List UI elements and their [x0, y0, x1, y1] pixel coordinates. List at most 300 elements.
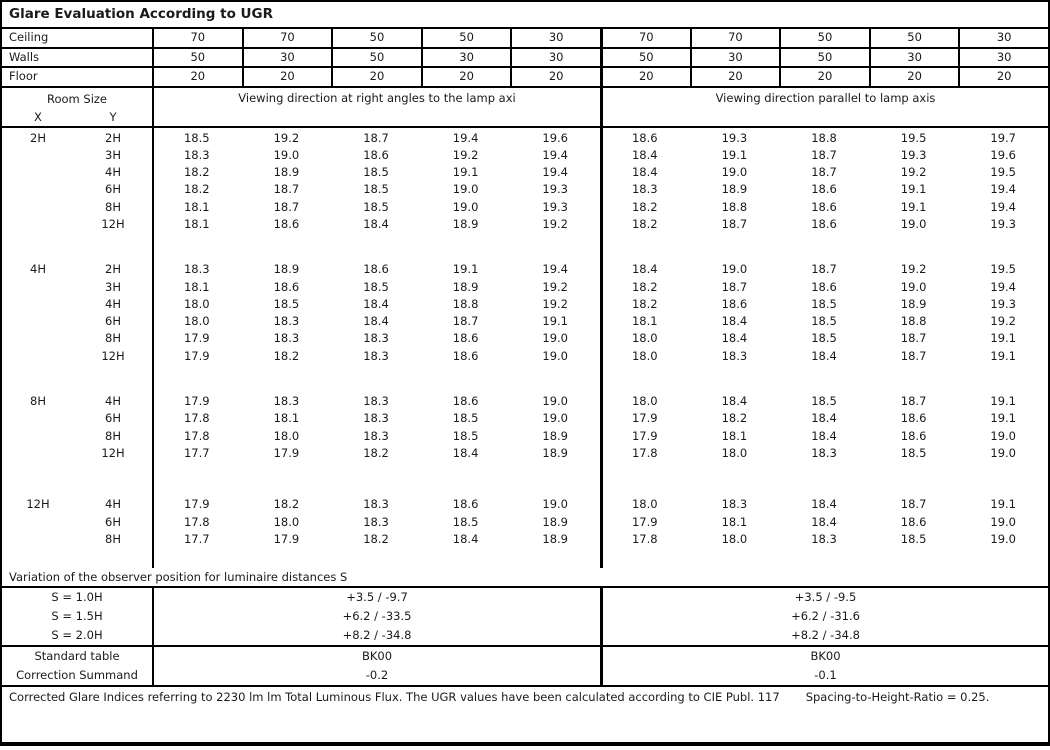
- ugr-value: 19.6: [542, 130, 568, 145]
- ugr-value: 19.2: [990, 314, 1016, 329]
- ugr-value: 19.3: [542, 182, 568, 197]
- reflectance-value: 50: [779, 29, 869, 47]
- kv-row: [2, 666, 1048, 685]
- ugr-value: 18.9: [542, 531, 568, 546]
- ugr-value: 19.1: [990, 411, 1016, 426]
- ugr-value: 19.4: [990, 182, 1016, 197]
- ugr-value: 18.5: [811, 331, 837, 346]
- ugr-value: 18.6: [452, 348, 479, 363]
- ugr-value: 18.9: [542, 445, 568, 460]
- ugr-value: 19.0: [990, 428, 1016, 443]
- table-row: [2, 514, 1048, 531]
- ugr-value: 18.1: [631, 314, 658, 329]
- y-cell: 8H: [105, 428, 121, 443]
- room-size-header: [2, 88, 152, 126]
- y-cell: 12H: [101, 348, 125, 363]
- ugr-value: 18.5: [363, 165, 389, 180]
- ugr-value: 19.0: [990, 514, 1016, 529]
- ugr-value: 18.7: [721, 216, 748, 231]
- y-cell: 2H: [105, 130, 121, 145]
- ugr-value: 18.5: [900, 445, 927, 460]
- ugr-value: 18.4: [811, 428, 837, 443]
- reflectance-value: 20: [242, 68, 332, 86]
- reflectance-value: 30: [690, 49, 780, 67]
- ugr-value: 17.7: [183, 531, 210, 546]
- ugr-value: 18.1: [273, 411, 300, 426]
- ugr-value: 19.4: [542, 262, 568, 277]
- ugr-value: 18.3: [273, 331, 300, 346]
- ugr-value: 18.0: [631, 497, 658, 512]
- page-title: Glare Evaluation According to UGR: [2, 2, 1048, 29]
- ugr-value: 18.1: [183, 279, 210, 294]
- table-row: [2, 279, 1048, 296]
- ugr-value: 18.0: [273, 428, 300, 443]
- ugr-value: 18.6: [811, 199, 837, 214]
- ugr-value: 18.6: [631, 130, 658, 145]
- reflectance-value: 50: [421, 29, 511, 47]
- ugr-value: 18.2: [183, 182, 210, 197]
- ugr-value: 17.9: [183, 394, 210, 409]
- ugr-value: 18.3: [721, 497, 748, 512]
- x-cell: [2, 164, 74, 181]
- ugr-value: 18.6: [363, 262, 389, 277]
- ugr-value: 18.5: [452, 514, 479, 529]
- ugr-value: 18.7: [900, 331, 927, 346]
- ugr-value: 18.9: [452, 216, 479, 231]
- ugr-value: 18.2: [721, 411, 748, 426]
- ugr-value: 19.3: [990, 216, 1016, 231]
- column-header-row: [2, 88, 1048, 128]
- ugr-value: 18.9: [273, 262, 300, 277]
- viewing-direction-parallel-header: Viewing direction parallel to lamp axis: [600, 88, 1048, 126]
- reflectance-value: 50: [779, 49, 869, 67]
- footer-text: Corrected Glare Indices referring to 2230 lm lm Total Luminous Flux. The UGR values have been calculated according to CIE Publ. 117: [9, 689, 780, 704]
- x-cell: [2, 279, 74, 296]
- ugr-value: 18.3: [363, 514, 389, 529]
- reflectance-value: 20: [600, 68, 690, 86]
- reflectance-value: 20: [510, 68, 600, 86]
- table-body: [2, 128, 1048, 568]
- ugr-value: 19.2: [273, 130, 300, 145]
- ugr-value: 19.0: [542, 348, 568, 363]
- ugr-value: 18.7: [900, 394, 927, 409]
- ugr-value: 19.0: [721, 262, 748, 277]
- surface-rows: [2, 29, 1048, 88]
- ugr-value: 18.0: [183, 296, 210, 311]
- ugr-value: 18.7: [900, 497, 927, 512]
- ugr-value: 18.3: [273, 394, 300, 409]
- ugr-value: 19.7: [990, 130, 1016, 145]
- kv-value-right: +8.2 / -34.8: [600, 626, 1048, 645]
- table-row: [2, 261, 1048, 278]
- ugr-value: 17.8: [631, 531, 658, 546]
- y-cell: 8H: [105, 199, 121, 214]
- ugr-value: 19.6: [990, 147, 1016, 162]
- surface-label: Walls: [9, 49, 40, 64]
- kv-value-left: BK00: [152, 647, 600, 666]
- table-row: [2, 393, 1048, 410]
- ugr-value: 18.6: [273, 216, 300, 231]
- ugr-value: 18.2: [363, 531, 389, 546]
- ugr-value: 18.5: [900, 531, 927, 546]
- ugr-value: 18.7: [811, 165, 837, 180]
- ugr-value: 18.5: [363, 279, 389, 294]
- kv-value-right: +6.2 / -31.6: [600, 607, 1048, 626]
- ugr-value: 18.5: [183, 130, 210, 145]
- reflectance-value: 20: [869, 68, 959, 86]
- x-cell: [2, 330, 74, 347]
- x-cell: [2, 181, 74, 198]
- ugr-value: 18.9: [542, 428, 568, 443]
- ugr-value: 19.4: [990, 199, 1016, 214]
- y-cell: 8H: [105, 531, 121, 546]
- ugr-value: 18.3: [721, 348, 748, 363]
- footer-note: [2, 687, 1048, 737]
- x-cell: [2, 445, 74, 462]
- y-cell: 4H: [105, 296, 121, 311]
- ugr-value: 18.7: [273, 182, 300, 197]
- ugr-value: 17.8: [183, 428, 210, 443]
- ugr-value: 19.2: [452, 147, 479, 162]
- x-cell: [2, 410, 74, 427]
- ugr-value: 19.5: [900, 130, 927, 145]
- table-row: [2, 496, 1048, 513]
- ugr-value: 18.4: [452, 531, 479, 546]
- ugr-value: 19.0: [990, 531, 1016, 546]
- reflectance-value: 20: [779, 68, 869, 86]
- surface-row: [2, 49, 1048, 69]
- ugr-value: 19.4: [452, 130, 479, 145]
- ugr-value: 18.5: [811, 296, 837, 311]
- kv-label: S = 1.0H: [51, 589, 103, 604]
- ugr-value: 18.9: [273, 165, 300, 180]
- y-cell: 12H: [101, 216, 125, 231]
- ugr-value: 18.3: [811, 445, 837, 460]
- ugr-value: 18.4: [631, 165, 658, 180]
- ugr-value: 19.0: [900, 279, 927, 294]
- ugr-value: 18.4: [721, 394, 748, 409]
- ugr-value: 18.7: [811, 262, 837, 277]
- ugr-value: 18.4: [721, 314, 748, 329]
- ugr-value: 18.1: [183, 199, 210, 214]
- ugr-value: 18.2: [631, 199, 658, 214]
- surface-row: [2, 68, 1048, 88]
- ugr-value: 19.3: [900, 147, 927, 162]
- reflectance-value: 70: [600, 29, 690, 47]
- ugr-value: 18.7: [273, 199, 300, 214]
- x-cell: [2, 313, 74, 330]
- ugr-value: 18.3: [183, 262, 210, 277]
- y-cell: 6H: [105, 411, 121, 426]
- ugr-value: 18.8: [900, 314, 927, 329]
- ugr-value: 18.3: [363, 428, 389, 443]
- ugr-value: 19.1: [900, 199, 927, 214]
- ugr-value: 18.2: [273, 497, 300, 512]
- reflectance-value: 30: [421, 49, 511, 67]
- ugr-value: 17.8: [183, 411, 210, 426]
- ugr-value: 19.3: [542, 199, 568, 214]
- ugr-value: 19.1: [990, 348, 1016, 363]
- ugr-value: 17.8: [631, 445, 658, 460]
- table-row: [2, 410, 1048, 427]
- y-cell: 6H: [105, 514, 121, 529]
- summary-rows: [2, 647, 1048, 687]
- ugr-value: 17.9: [273, 445, 300, 460]
- x-cell: [2, 216, 74, 233]
- ugr-value: 18.7: [811, 147, 837, 162]
- ugr-value: 18.3: [363, 411, 389, 426]
- ugr-value: 18.6: [452, 394, 479, 409]
- room-size-label: Room Size: [46, 91, 107, 106]
- ugr-value: 18.8: [721, 199, 748, 214]
- ugr-value: 18.3: [273, 314, 300, 329]
- ugr-value: 18.3: [811, 531, 837, 546]
- ugr-value: 19.0: [542, 411, 568, 426]
- ugr-value: 19.0: [452, 199, 479, 214]
- ugr-value: 18.0: [273, 514, 300, 529]
- reflectance-value: 30: [958, 49, 1048, 67]
- ugr-value: 17.9: [631, 411, 658, 426]
- table-row: [2, 313, 1048, 330]
- x-cell: [2, 531, 74, 548]
- ugr-value: 19.1: [900, 182, 927, 197]
- ugr-value: 19.1: [452, 165, 479, 180]
- ugr-value: 18.1: [721, 428, 748, 443]
- reflectance-value: 70: [690, 29, 780, 47]
- y-cell: 4H: [105, 165, 121, 180]
- ugr-value: 18.3: [363, 394, 389, 409]
- kv-value-left: +8.2 / -34.8: [152, 626, 600, 645]
- summary-label-divider: [152, 647, 154, 685]
- reflectance-value: 50: [331, 49, 421, 67]
- ugr-value: 18.4: [811, 514, 837, 529]
- block-container: [2, 130, 1048, 549]
- kv-row: [2, 647, 1048, 666]
- ugr-value: 18.0: [721, 445, 748, 460]
- reflectance-value: 20: [958, 68, 1048, 86]
- y-cell: 6H: [105, 182, 121, 197]
- y-cell: 2H: [105, 262, 121, 277]
- reflectance-value: 20: [690, 68, 780, 86]
- ugr-value: 18.5: [452, 428, 479, 443]
- ugr-value: 18.9: [542, 514, 568, 529]
- ugr-value: 18.0: [183, 314, 210, 329]
- ugr-value: 18.0: [631, 331, 658, 346]
- kv-label: Standard table: [34, 648, 120, 663]
- ugr-value: 18.4: [811, 497, 837, 512]
- kv-value-right: +3.5 / -9.5: [600, 588, 1048, 607]
- ugr-value: 19.2: [900, 165, 927, 180]
- ugr-value: 19.5: [990, 165, 1016, 180]
- y-cell: 4H: [105, 394, 121, 409]
- ugr-value: 18.5: [273, 296, 300, 311]
- table-row: [2, 181, 1048, 198]
- ugr-value: 19.3: [990, 296, 1016, 311]
- y-cell: 4H: [105, 497, 121, 512]
- ugr-value: 18.7: [900, 348, 927, 363]
- ugr-value: 17.9: [631, 428, 658, 443]
- ugr-value: 18.4: [363, 314, 389, 329]
- ugr-value: 18.5: [811, 394, 837, 409]
- y-cell: 3H: [105, 279, 121, 294]
- y-cell: 6H: [105, 314, 121, 329]
- ugr-value: 18.4: [631, 262, 658, 277]
- kv-label: Correction Summand: [16, 667, 138, 682]
- ugr-value: 18.2: [631, 296, 658, 311]
- y-cell: 12H: [101, 445, 125, 460]
- table-row: [2, 531, 1048, 548]
- ugr-value: 18.7: [363, 130, 389, 145]
- ugr-value: 18.3: [183, 147, 210, 162]
- room-size-block: [2, 496, 1048, 548]
- ugr-value: 18.1: [183, 216, 210, 231]
- ugr-value: 19.2: [542, 279, 568, 294]
- reflectance-value: 30: [869, 49, 959, 67]
- ugr-value: 17.9: [183, 348, 210, 363]
- x-cell: [2, 199, 74, 216]
- ugr-value: 18.2: [631, 216, 658, 231]
- ugr-value: 18.9: [721, 182, 748, 197]
- ugr-value: 18.6: [363, 147, 389, 162]
- table-row: [2, 130, 1048, 147]
- ugr-value: 18.1: [721, 514, 748, 529]
- ugr-value: 18.6: [721, 296, 748, 311]
- reflectance-value: 70: [242, 29, 332, 47]
- ugr-value: 18.0: [631, 348, 658, 363]
- kv-row: [2, 588, 1048, 607]
- kv-row: [2, 626, 1048, 645]
- ugr-value: 17.8: [183, 514, 210, 529]
- kv-value-left: +6.2 / -33.5: [152, 607, 600, 626]
- ugr-value: 18.5: [452, 411, 479, 426]
- ugr-value: 18.6: [900, 411, 927, 426]
- ugr-value: 18.4: [631, 147, 658, 162]
- ugr-value: 19.2: [542, 216, 568, 231]
- variation-section-title: Variation of the observer position for luminaire distances S: [2, 568, 1048, 588]
- table-row: [2, 216, 1048, 233]
- ugr-value: 18.5: [363, 182, 389, 197]
- ugr-value: 17.9: [183, 497, 210, 512]
- x-axis-label: X: [34, 109, 42, 124]
- ugr-value: 18.2: [363, 445, 389, 460]
- ugr-value: 19.1: [721, 147, 748, 162]
- ugr-value: 17.9: [183, 331, 210, 346]
- kv-value-left: -0.2: [152, 666, 600, 685]
- ugr-value: 18.6: [811, 182, 837, 197]
- ugr-value: 19.1: [990, 331, 1016, 346]
- y-cell: 8H: [105, 331, 121, 346]
- kv-value-right: -0.1: [600, 666, 1048, 685]
- ugr-value: 17.7: [183, 445, 210, 460]
- ugr-value: 18.2: [273, 348, 300, 363]
- ugr-value: 18.4: [721, 331, 748, 346]
- reflectance-value: 50: [331, 29, 421, 47]
- ugr-value: 18.4: [811, 348, 837, 363]
- table-row: [2, 164, 1048, 181]
- table-row: [2, 296, 1048, 313]
- room-size-block: [2, 261, 1048, 365]
- surface-label: Ceiling: [9, 30, 49, 44]
- ugr-value: 19.3: [721, 130, 748, 145]
- ugr-value: 18.6: [811, 279, 837, 294]
- ugr-value: 19.1: [990, 497, 1016, 512]
- ugr-value: 18.7: [452, 314, 479, 329]
- ugr-value: 19.0: [452, 182, 479, 197]
- room-size-block: [2, 130, 1048, 234]
- y-axis-label: Y: [109, 109, 117, 124]
- x-cell: [2, 428, 74, 445]
- surface-row: [2, 29, 1048, 49]
- ugr-value: 17.9: [273, 531, 300, 546]
- ugr-value: 18.7: [721, 279, 748, 294]
- reflectance-value: 30: [510, 49, 600, 67]
- footer-ratio: Spacing-to-Height-Ratio = 0.25.: [805, 689, 990, 704]
- ugr-value: 19.2: [900, 262, 927, 277]
- ugr-value: 18.3: [363, 331, 389, 346]
- ugr-value: 19.0: [273, 147, 300, 162]
- x-cell: [2, 348, 74, 365]
- ugr-value: 18.0: [631, 394, 658, 409]
- table-row: [2, 445, 1048, 462]
- ugr-value: 19.4: [542, 147, 568, 162]
- ugr-value: 18.4: [811, 411, 837, 426]
- ugr-value: 18.0: [721, 531, 748, 546]
- ugr-value: 18.4: [363, 296, 389, 311]
- x-cell: [2, 514, 74, 531]
- ugr-value: 18.6: [452, 331, 479, 346]
- ugr-value: 19.5: [990, 262, 1016, 277]
- x-cell: 2H: [30, 130, 46, 145]
- reflectance-value: 70: [152, 29, 242, 47]
- reflectance-value: 50: [869, 29, 959, 47]
- ugr-value: 19.0: [542, 331, 568, 346]
- x-cell: 4H: [30, 262, 46, 277]
- ugr-value: 18.3: [631, 182, 658, 197]
- variation-rows: [2, 588, 1048, 647]
- ugr-value: 18.4: [363, 216, 389, 231]
- reflectance-value: 20: [152, 68, 242, 86]
- reflectance-value: 30: [242, 49, 332, 67]
- x-cell: [2, 147, 74, 164]
- table-row: [2, 199, 1048, 216]
- ugr-value: 18.6: [900, 514, 927, 529]
- ugr-value: 18.6: [273, 279, 300, 294]
- x-cell: 12H: [26, 497, 50, 512]
- x-cell: [2, 296, 74, 313]
- ugr-value: 18.8: [811, 130, 837, 145]
- ugr-value: 18.2: [631, 279, 658, 294]
- viewing-direction-right-angles-header: Viewing direction at right angles to the lamp axi: [152, 88, 600, 126]
- table-row: [2, 330, 1048, 347]
- reflectance-value: 20: [421, 68, 511, 86]
- ugr-value: 18.5: [811, 314, 837, 329]
- ugr-value: 19.4: [990, 279, 1016, 294]
- ugr-value: 18.3: [363, 348, 389, 363]
- surface-label: Floor: [9, 69, 38, 83]
- ugr-value: 18.6: [811, 216, 837, 231]
- ugr-value: 18.6: [452, 497, 479, 512]
- kv-value-right: BK00: [600, 647, 1048, 666]
- ugr-value: 19.2: [542, 296, 568, 311]
- ugr-value: 19.1: [542, 314, 568, 329]
- reflectance-value: 30: [510, 29, 600, 47]
- ugr-value: 18.6: [900, 428, 927, 443]
- ugr-value: 19.4: [542, 165, 568, 180]
- reflectance-value: 20: [331, 68, 421, 86]
- x-cell: 8H: [30, 394, 46, 409]
- label-column-divider: [152, 128, 154, 568]
- kv-label: S = 1.5H: [51, 608, 103, 623]
